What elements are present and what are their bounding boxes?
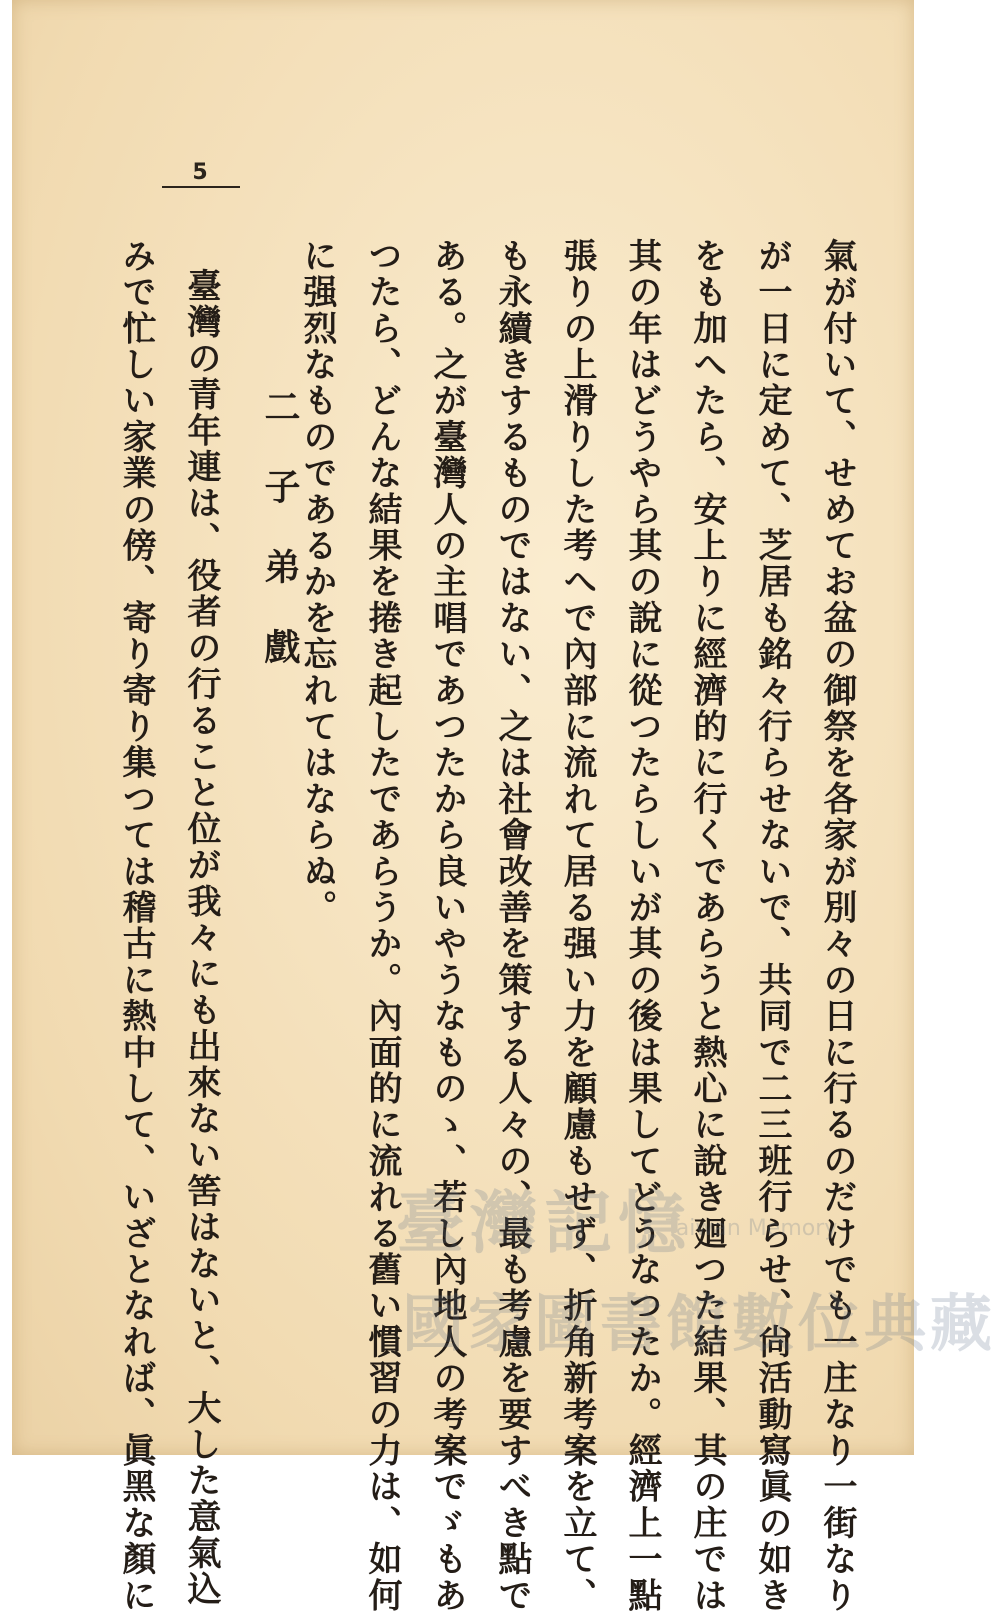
text-column-1: 氣が付いて、せめてお盆の御祭を各家が別々の日に行るのだけでも一庄なり一街なり: [817, 238, 857, 1614]
text-column-9: に强烈なものであるかを忘れてはならぬ。: [297, 238, 337, 926]
watermark-latin: Taiwan Memory: [666, 1216, 838, 1241]
text-column-2: が一日に定めて、芝居も銘々行らせないで、共同で二三班行らせ、尙活動寫眞の如き: [752, 238, 792, 1614]
watermark-title: 臺灣記憶: [396, 1184, 693, 1264]
section-text-column-1: 臺灣の青年連は、役者の行ること位が我々にも出來ない筈はないと、大した意氣込: [181, 268, 221, 1608]
text-column-4: 其の年はどうやら其の說に從つたらしいが其の後は果してどうなつたか。經濟上一點: [622, 238, 662, 1614]
text-column-8: つたら、どんな結果を捲き起したであらうか。內面的に流れる舊い慣習の力は、如何: [362, 238, 402, 1614]
text-column-7: ある。之が臺灣人の主唱であつたから良いやうなものゝ、若し內地人の考案でゞもあ: [427, 238, 467, 1614]
page-number-rule: [162, 186, 240, 188]
section-text-column-2: みで忙しい家業の傍、寄り寄り集つては稽古に熱中して、いざとなれば、眞黑な顏に: [116, 238, 156, 1614]
text-column-3: をも加へたら、安上りに經濟的に行くであらうと熱心に說き廻つた結果、其の庄では: [687, 238, 727, 1614]
section-heading: 二子弟戲: [259, 388, 301, 708]
page-number: 5: [192, 160, 208, 185]
text-column-6: も永續きするものではない、之は社會改善を策する人々の、最も考慮を要すべき點で: [492, 238, 532, 1614]
text-column-5: 張りの上滑りした考へで內部に流れて居る强い力を顧慮もせず、折角新考案を立て、: [557, 238, 597, 1614]
watermark-institution: 國家圖書館數位典藏: [402, 1287, 996, 1360]
